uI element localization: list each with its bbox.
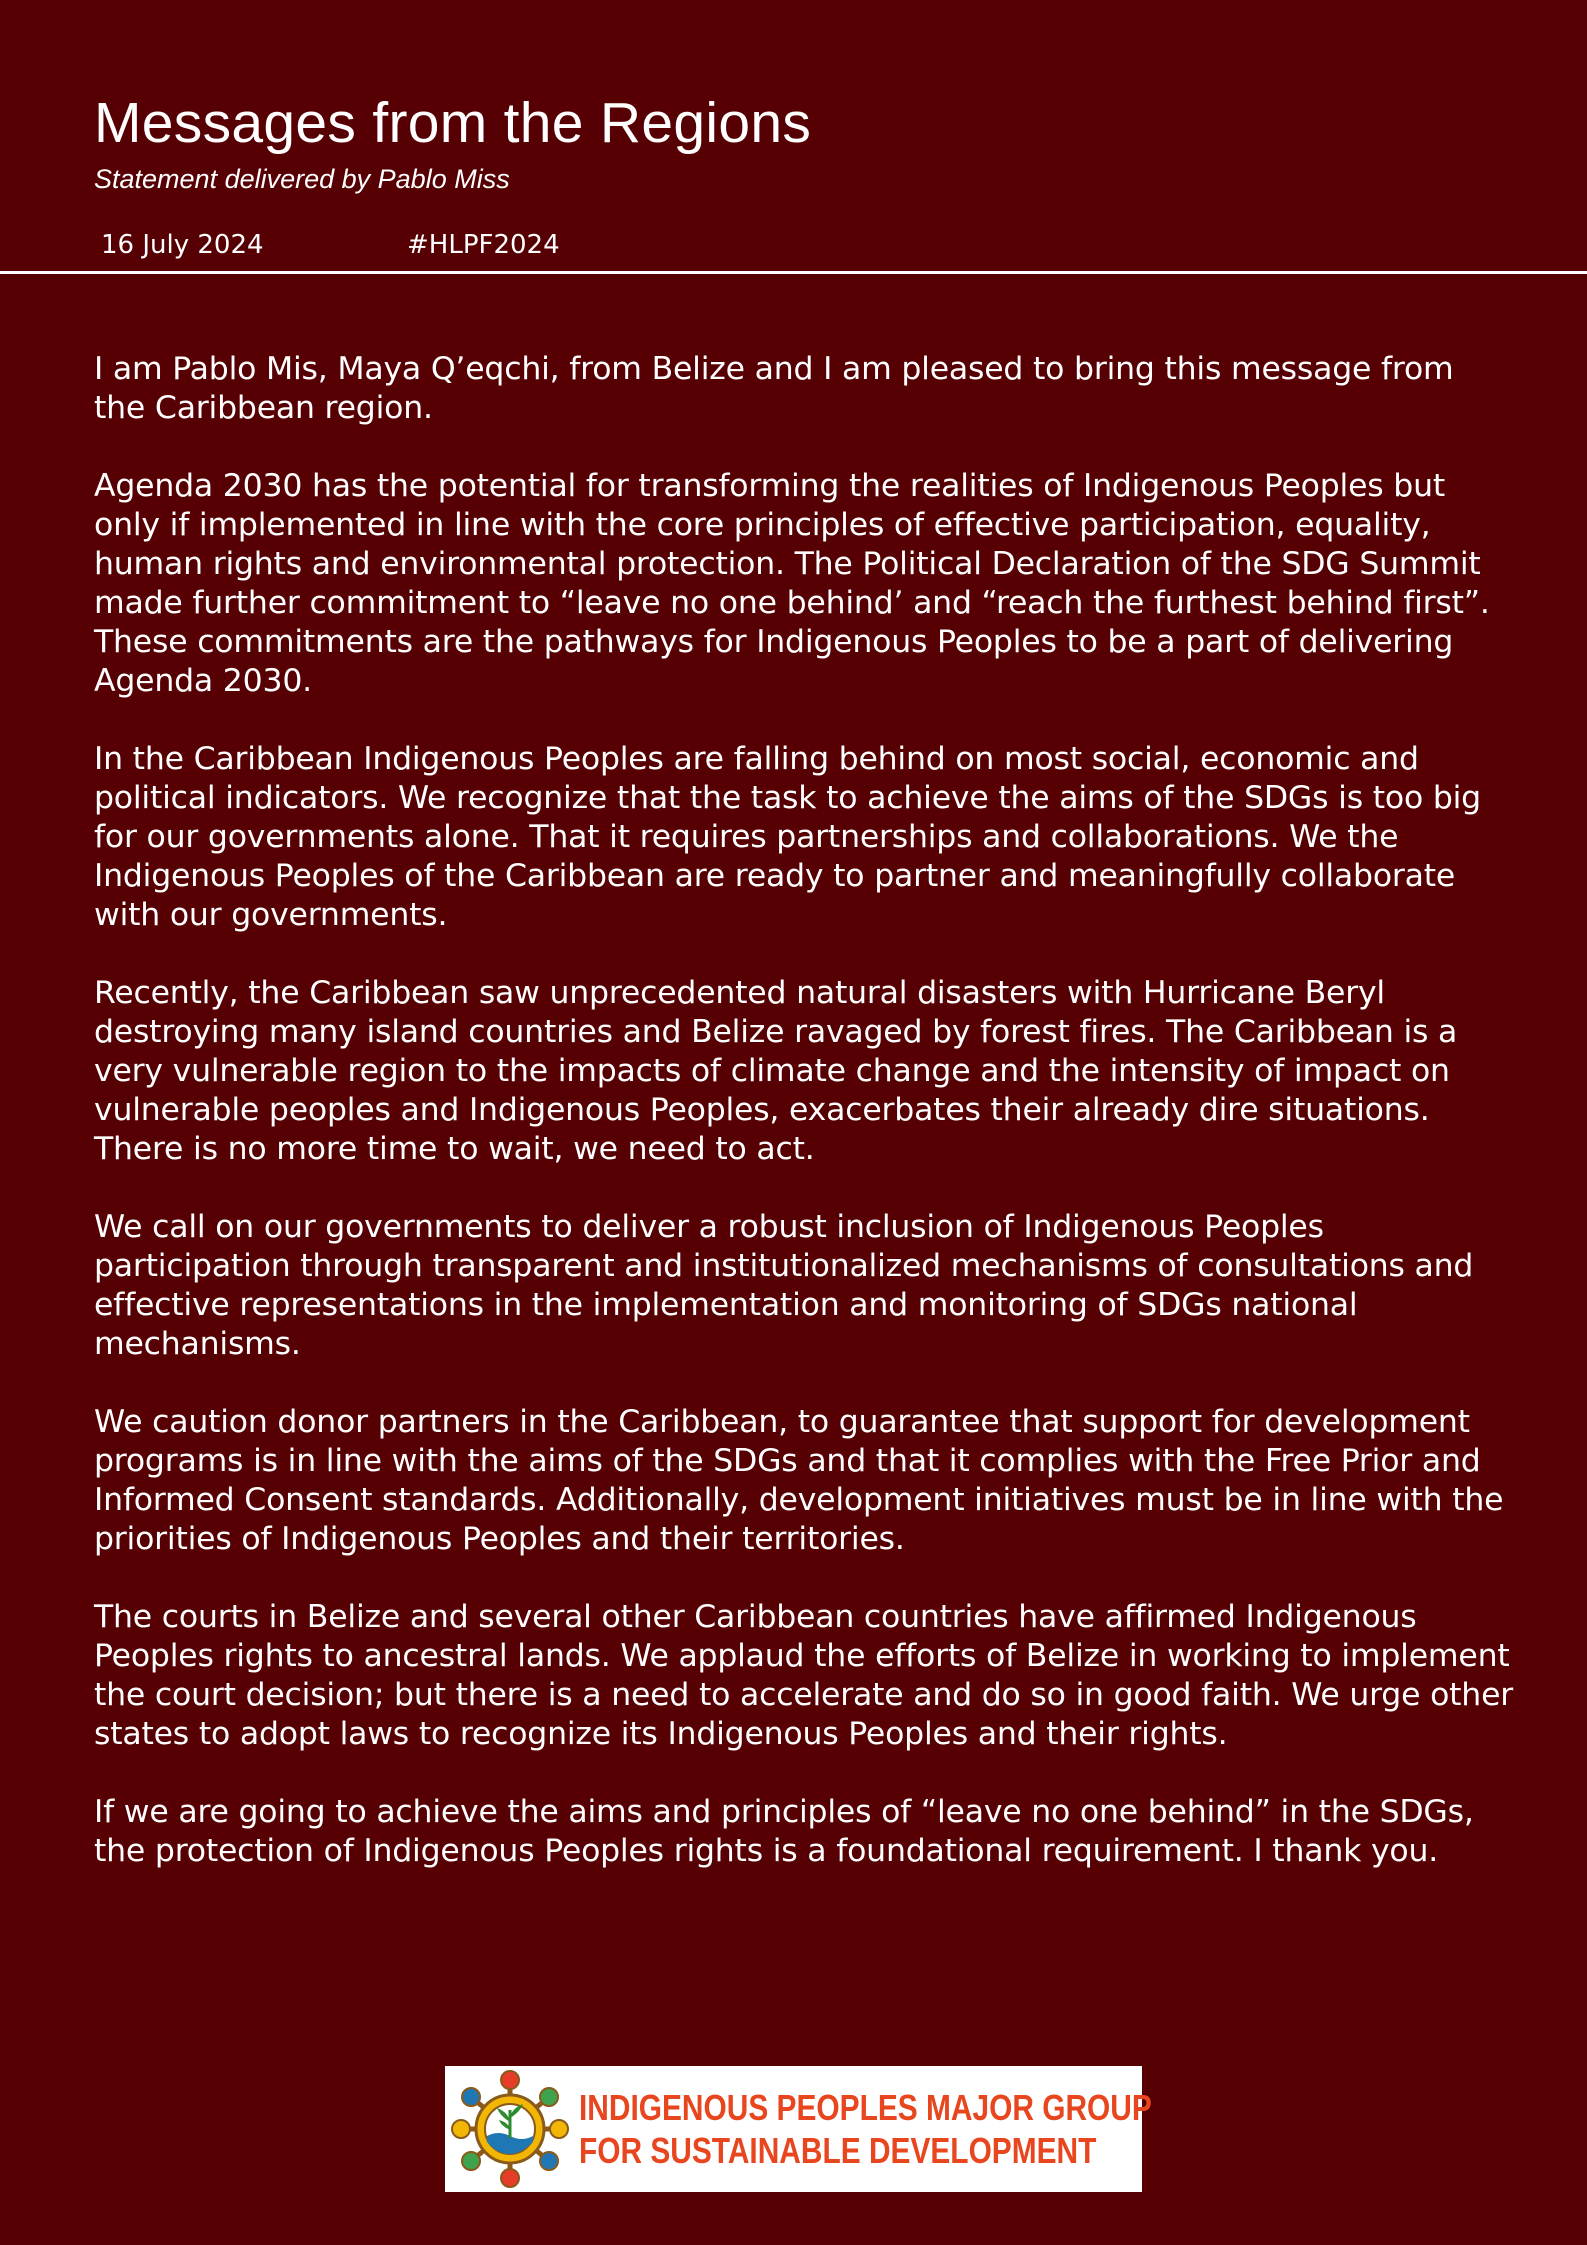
logo-line-1: INDIGENOUS PEOPLES MAJOR GROUP	[579, 2087, 1152, 2128]
statement-body	[94, 350, 1514, 1910]
statement-date: 16 July 2024	[101, 230, 264, 260]
hashtag: #HLPF2024	[407, 230, 560, 260]
header-divider	[0, 271, 1587, 274]
header	[94, 88, 1494, 196]
paragraph-6: We caution donor partners in the Caribbean, to guarantee that support for development programs is in line with the aims of the SDGs and that it complies with the Free Prior and Informed Consent standards. Additionally, development initiatives must be in line with the priorities of Indigenous Peoples and their territories.	[94, 1404, 1504, 1557]
paragraph-5: We call on our governments to deliver a robust inclusion of Indigenous Peoples participation through transparent and institutionalized mechanisms of consultations and effective representations in the implementation and monitoring of SDGs national mechanisms.	[94, 1209, 1474, 1362]
paragraph-3: In the Caribbean Indigenous Peoples are falling behind on most social, economic and political indicators. We recognize that the task to achieve the aims of the SDGs is too big for our governments alone. That it requires partnerships and collaborations. We the Indigenous Peoples of the Caribbean are ready to partner and meaningfully collaborate with our governments.	[94, 741, 1481, 933]
paragraph-7: The courts in Belize and several other Caribbean countries have affirmed Indigenous Peoples rights to ancestral lands. We applaud the efforts of Belize in working to implement the court decision; but there is a need to accelerate and do so in good faith. We urge other states to adopt laws to recognize its Indigenous Peoples and their rights.	[94, 1599, 1514, 1752]
page-subtitle: Statement delivered by Pablo Miss	[94, 164, 510, 194]
paragraph-4: Recently, the Caribbean saw unprecedented natural disasters with Hurricane Beryl destroying many island countries and Belize ravaged by forest fires. The Caribbean is a very vulnerable region to the impacts of climate change and the intensity of impact on vulnerable peoples and Indigenous Peoples, exacerbates their already dire situations. There is no more time to wait, we need to act.	[94, 975, 1458, 1167]
paragraph-1: I am Pablo Mis, Maya Q’eqchi, from Belize and I am pleased to bring this message from the Caribbean region.	[94, 351, 1454, 426]
ipmg-emblem-icon	[445, 2066, 575, 2192]
logo-wordmark	[579, 2086, 1152, 2172]
organization-logo	[445, 2066, 1152, 2192]
paragraph-8: If we are going to achieve the aims and principles of “leave no one behind” in the SDGs, the protection of Indigenous Peoples rights is a foundational requirement. I thank you.	[94, 1794, 1474, 1869]
paragraph-2: Agenda 2030 has the potential for transforming the realities of Indigenous Peoples but only if implemented in line with the core principles of effective participation, equality, human rights and environmental protection. The Political Declaration of the SDG Summit made further commitment to “leave no one behind’ and “reach the furthest behind first”. These commitments are the pathways for Indigenous Peoples to be a part of delivering Agenda 2030.	[94, 468, 1490, 699]
page-title: Messages from the Regions	[94, 91, 812, 155]
logo-line-2: FOR SUSTAINABLE DEVELOPMENT	[579, 2130, 1097, 2171]
